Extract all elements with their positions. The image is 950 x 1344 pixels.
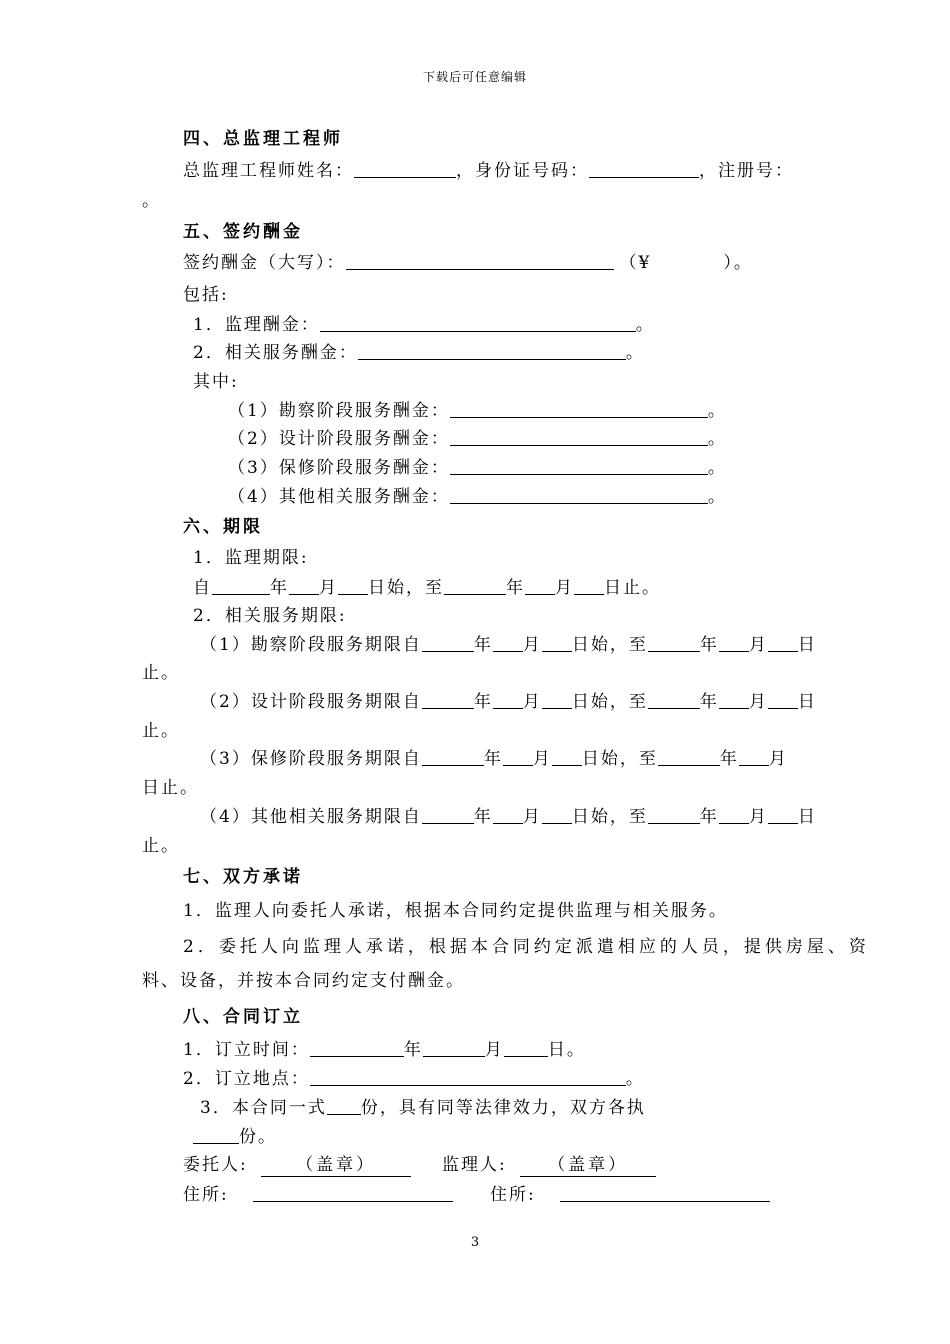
blank[interactable] [422, 749, 484, 766]
fee-amount-line [183, 252, 753, 274]
other-fee-line [228, 486, 727, 508]
supervision-fee-label: 1．监理酬金： [193, 315, 320, 335]
blank[interactable] [719, 635, 749, 652]
day-end-label: 日。 [547, 1040, 586, 1060]
client-seal-field[interactable]: （盖章） [261, 1154, 411, 1177]
warranty-term-end: 日止。 [142, 778, 199, 798]
from-label: 自 [193, 578, 212, 598]
period: 。 [625, 343, 645, 363]
commitment-2b: 料、设备，并按本合同约定支付酬金。 [142, 971, 465, 991]
section-8-title: 八、合同订立 [183, 1007, 303, 1027]
service-term-label: 2．相关服务期限: [193, 606, 347, 626]
month-label: 月 [522, 807, 542, 827]
sign-place-label: 2．订立地点： [183, 1069, 310, 1089]
commitment-2a: 2．委托人向监理人承诺，根据本合同约定派遣相应的人员，提供房屋、资 [183, 937, 870, 957]
client-seal-line [183, 1154, 411, 1177]
period: 。 [707, 487, 727, 507]
end-year-blank[interactable] [444, 578, 506, 595]
blank[interactable] [542, 692, 572, 709]
start-day-blank[interactable] [338, 578, 368, 595]
sign-day-blank[interactable] [504, 1040, 548, 1057]
blank[interactable] [658, 749, 720, 766]
blank[interactable] [648, 807, 700, 824]
section-4-title: 四、总监理工程师 [183, 129, 343, 149]
month-label: 月 [522, 692, 542, 712]
sign-time-line [183, 1039, 586, 1061]
blank[interactable] [422, 692, 474, 709]
client-address-label: 住所: [183, 1185, 229, 1205]
supervision-term-line [193, 577, 661, 599]
design-term-line [200, 691, 817, 713]
section-5-title: 五、签约酬金 [183, 222, 303, 242]
year-label: 年 [403, 1040, 423, 1060]
blank[interactable] [422, 807, 474, 824]
other-term-line [200, 806, 817, 828]
day-label: 日 [797, 807, 817, 827]
reg-label: ，注册号： [699, 161, 794, 181]
year-label: 年 [699, 635, 719, 655]
page-header: 下载后可任意编辑 [422, 70, 527, 84]
year-label: 年 [473, 807, 493, 827]
warranty-fee-blank[interactable] [450, 458, 708, 475]
warranty-term-line [200, 748, 788, 770]
page-number: 3 [470, 1235, 480, 1250]
blank[interactable] [768, 807, 798, 824]
copies-line [200, 1097, 646, 1119]
includes-label: 包括: [183, 285, 229, 305]
month-label: 月 [532, 749, 552, 769]
day-label: 日 [797, 692, 817, 712]
design-fee-blank[interactable] [450, 429, 708, 446]
supervisor-address-label: 住所: [490, 1185, 536, 1205]
month-label: 月 [555, 578, 574, 598]
supervisor-seal-field[interactable]: （盖章） [520, 1154, 656, 1177]
blank[interactable] [768, 692, 798, 709]
survey-term-label: （1）勘察阶段服务期限自 [200, 635, 422, 655]
sign-year-blank[interactable] [310, 1040, 404, 1057]
start-year-blank[interactable] [212, 578, 270, 595]
start-to-label: 日始，至 [571, 807, 648, 827]
design-fee-label: （2）设计阶段服务酬金： [228, 429, 450, 449]
id-label: ，身份证号码： [456, 161, 589, 181]
service-fee-blank[interactable] [358, 343, 626, 360]
warranty-term-label: （3）保修阶段服务期限自 [200, 749, 422, 769]
blank[interactable] [719, 692, 749, 709]
year-label: 年 [699, 692, 719, 712]
period: 。 [635, 315, 655, 335]
month-label: 月 [748, 692, 768, 712]
month-label: 月 [484, 1040, 504, 1060]
other-term-end: 止。 [142, 836, 180, 856]
survey-fee-line [228, 400, 727, 422]
design-term-end: 止。 [142, 721, 180, 741]
survey-term-end: 止。 [142, 663, 180, 683]
other-term-label: （4）其他相关服务期限自 [200, 807, 422, 827]
supervision-term-label: 1．监理期限: [193, 548, 309, 568]
blank[interactable] [493, 635, 523, 652]
section-6-title: 六、期限 [183, 517, 263, 537]
end-label: 日止。 [604, 578, 661, 598]
client-address-blank[interactable] [253, 1185, 453, 1202]
design-term-label: （2）设计阶段服务期限自 [200, 692, 422, 712]
service-fee-label: 2．相关服务酬金： [193, 343, 358, 363]
year-label: 年 [506, 578, 525, 598]
blank[interactable] [739, 749, 769, 766]
warranty-fee-line [228, 457, 727, 479]
blank[interactable] [768, 635, 798, 652]
chief-engineer-line [183, 160, 794, 182]
start-to-label: 日始，至 [581, 749, 658, 769]
blank[interactable] [648, 692, 700, 709]
survey-fee-blank[interactable] [450, 401, 708, 418]
fee-amount-label: 签约酬金（大写）： [183, 253, 346, 273]
month-label: 月 [319, 578, 338, 598]
commitment-1: 1．监理人向委托人承诺，根据本合同约定提供监理与相关服务。 [183, 901, 728, 921]
copies-blank[interactable] [327, 1098, 361, 1115]
start-to-label: 日始，至 [571, 635, 648, 655]
period: 。 [625, 1069, 645, 1089]
year-label: 年 [483, 749, 503, 769]
blank[interactable] [493, 807, 523, 824]
blank[interactable] [542, 635, 572, 652]
period: 。 [707, 429, 727, 449]
among-label: 其中: [193, 372, 239, 392]
copies-label-a: 3．本合同一式 [200, 1098, 327, 1118]
yuan-close: ）。 [723, 253, 753, 273]
copies-label-b: 份，具有同等法律效力，双方各执 [360, 1098, 646, 1118]
month-label: 月 [768, 749, 788, 769]
year-label: 年 [270, 578, 289, 598]
sign-month-blank[interactable] [423, 1040, 485, 1057]
blank[interactable] [503, 749, 533, 766]
supervisor-seal-line [442, 1154, 656, 1177]
client-label: 委托人: [183, 1155, 248, 1175]
sign-time-label: 1．订立时间： [183, 1040, 310, 1060]
end-month-blank[interactable] [525, 578, 555, 595]
design-fee-line [228, 428, 727, 450]
month-label: 月 [748, 635, 768, 655]
blank[interactable] [542, 807, 572, 824]
copies-each-blank[interactable] [193, 1127, 239, 1144]
name-blank[interactable] [354, 161, 456, 178]
month-label: 月 [748, 807, 768, 827]
client-address-line [183, 1184, 453, 1206]
end-day-blank[interactable] [574, 578, 604, 595]
supervisor-address-blank[interactable] [560, 1185, 770, 1202]
other-fee-blank[interactable] [450, 487, 708, 504]
blank[interactable] [719, 807, 749, 824]
period: 。 [707, 458, 727, 478]
blank[interactable] [648, 635, 700, 652]
copies-line-2 [193, 1126, 277, 1148]
section-7-title: 七、双方承诺 [183, 867, 303, 887]
name-label: 总监理工程师姓名： [183, 161, 354, 181]
chief-engineer-end: 。 [142, 191, 161, 211]
year-label: 年 [699, 807, 719, 827]
copies-label-c: 份。 [239, 1127, 277, 1147]
month-label: 月 [522, 635, 542, 655]
supervision-fee-blank[interactable] [320, 315, 636, 332]
service-fee-line [193, 342, 645, 364]
blank[interactable] [493, 692, 523, 709]
year-label: 年 [719, 749, 739, 769]
yuan-open: （¥ [619, 253, 652, 273]
year-label: 年 [473, 692, 493, 712]
start-month-blank[interactable] [289, 578, 319, 595]
supervisor-address-line [490, 1184, 770, 1206]
start-to-label: 日始，至 [571, 692, 648, 712]
start-to-label: 日始，至 [368, 578, 444, 598]
other-fee-label: （4）其他相关服务酬金： [228, 487, 450, 507]
id-blank[interactable] [589, 161, 699, 178]
sign-place-line [183, 1068, 645, 1090]
warranty-fee-label: （3）保修阶段服务酬金： [228, 458, 450, 478]
survey-term-line [200, 634, 817, 656]
supervisor-label: 监理人: [442, 1155, 507, 1175]
fee-amount-blank[interactable] [346, 253, 614, 270]
survey-fee-label: （1）勘察阶段服务酬金： [228, 401, 450, 421]
day-label: 日 [797, 635, 817, 655]
year-label: 年 [473, 635, 493, 655]
period: 。 [707, 401, 727, 421]
blank[interactable] [552, 749, 582, 766]
sign-place-blank[interactable] [310, 1069, 626, 1086]
blank[interactable] [422, 635, 474, 652]
supervision-fee-line [193, 314, 655, 336]
